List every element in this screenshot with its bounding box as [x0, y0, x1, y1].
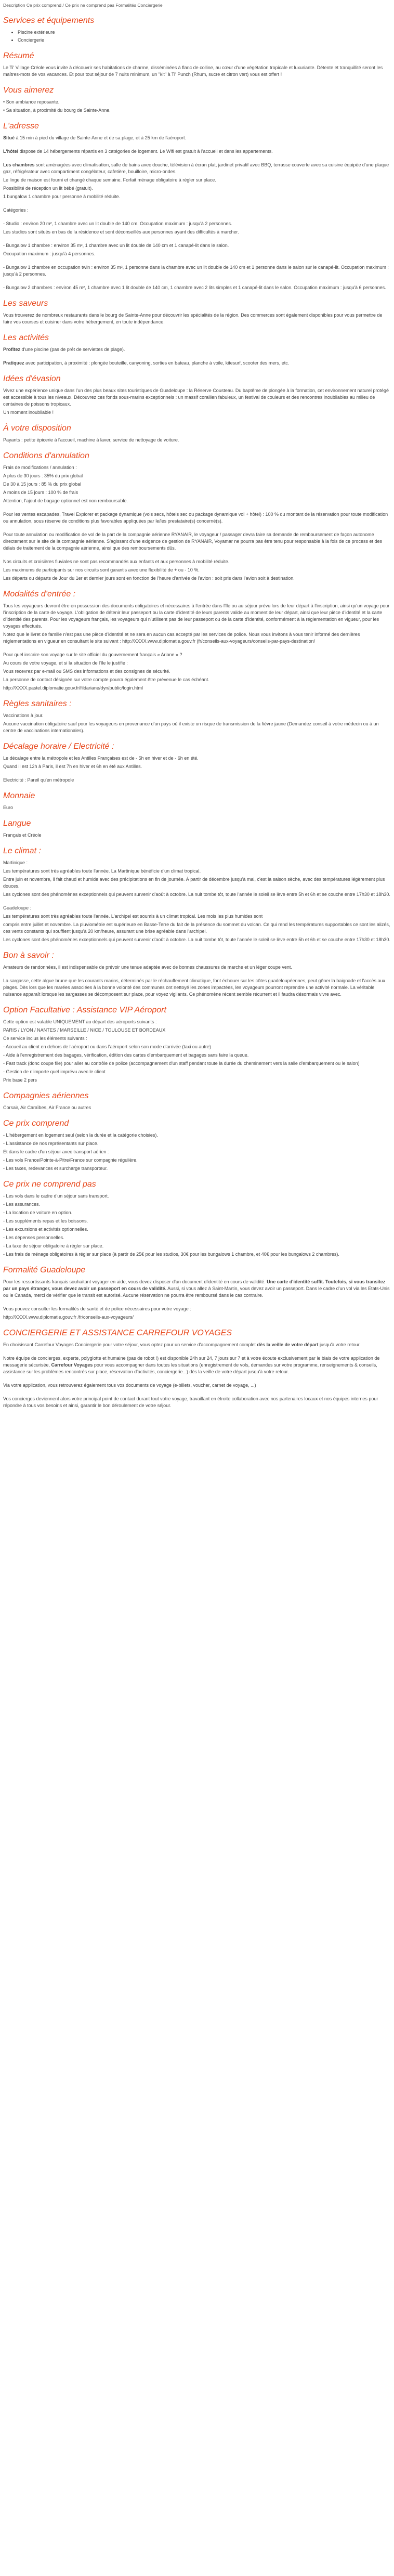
categories-title: Catégories : — [3, 207, 29, 213]
evasion-text: Vivez une expérience unique dans l'un des plus beaux sites touristiques de Guadeloupe : la Réserve Cousteau. Du baptême de plongée à la formation, cet environnement naturel protégé est accessible à tous les niveaux. Découvrez ces fonds sous-marins exceptionnels : un massif corallien fabuleux, un festival de couleurs et des rencontres inoubliables au milieu de centaines de poissons tropicaux. — [3, 388, 389, 407]
prix-ne-comprend-line: - La taxe de séjour obligatoire à régler sur place. — [3, 1243, 104, 1248]
modalites-text: La personne de contact désignée sur votre compte pourra également être prévenue le cas échéant. — [3, 677, 209, 682]
sanitaires-text: Aucune vaccination obligatoire sauf pour les voyageurs en provenance d'un pays où il existe un risque de transmission de la fièvre jaune (Demandez conseil à votre médecin ou à un centre de vaccinations internationales). — [3, 721, 379, 733]
aimerez-item: • Sa situation, à proximité du bourg de Sainte-Anne. — [3, 108, 111, 113]
category-studio-note: Les studios sont situés en bas de la résidence et sont déconseillés aux personnes ayant des difficultés à marcher. — [3, 229, 239, 235]
prix-ne-comprend-line: - Les frais de ménage obligatoires à régler sur place (à partir de 25€ pour les studios, 30€ pour les bungalows 1 chambre, et 40€ pour les bungalows 2 chambres). — [3, 1252, 339, 1257]
activites-pratiquez: Pratiquez avec participation, à proximité : plongée bouteille, canyoning, sorties en bateau, planche à voile, kitesurf, scooter des mers, etc. — [3, 360, 290, 366]
option-line: Ce service inclus les éléments suivants : — [3, 1036, 87, 1041]
prix-ne-comprend-line: - Les suppléments repas et les boissons. — [3, 1218, 88, 1224]
adresse-situe: Situé à 15 min à pied du village de Sainte-Anne et de sa plage, et à 25 km de l'aéroport. — [3, 135, 186, 140]
bon-savoir-text: Amateurs de randonnées, il est indispensable de prévoir une tenue adaptée avec de bonnes chaussures de marche et un léger coupe vent. — [3, 965, 292, 970]
adresse-lit-bebe: Possibilité de réception un lit bébé (gratuit). — [3, 186, 93, 191]
compagnies-title: Compagnies aériennes — [3, 1091, 89, 1100]
monnaie-title: Monnaie — [3, 791, 35, 800]
prix-ne-comprend-title: Ce prix ne comprend pas — [3, 1180, 96, 1189]
aimerez-item: • Son ambiance reposante. — [3, 99, 60, 105]
annulation-departs: Les départs ou départs de Jour du 1er et dernier jours sont en fonction de l'heure d'arrivée de l'avion : soit pris dans l'avion soit à destination. — [3, 576, 295, 581]
category-bungalow-1-occupation: Occupation maximum : jusqu'à 4 personnes. — [3, 251, 96, 256]
category-studio: - Studio : environ 20 m², 1 chambre avec un lit double de 140 cm. Occupation maximum : jusqu'à 2 personnes. — [3, 221, 232, 226]
bon-savoir-text: La sargasse, cette algue brune que les courants marins, déterminés par le réchauffement climatique, font échouer sur les côtes guadeloupéennes, peut gêner la baignade et l'accès aux plages. Dès lors que les marées associées à la bonne volonté des communes ont nettoyé les zones impactées, les voyageurs pourront reprendre une activité normale. La véritable nuisance apparaît lorsque les sargasses se décomposent sur place, pour voyez vigilants. Ce phénomène récent semble récurrent et il faudra désormais vivre avec. — [3, 978, 386, 997]
prix-comprend-line: - L'assistance de nos représentants sur place. — [3, 1141, 99, 1146]
conciergerie-title: CONCIERGERIE ET ASSISTANCE CARREFOUR VOYAGES — [3, 1329, 232, 1337]
climat-martinique-label: Martinique : — [3, 860, 28, 865]
adresse-title: L'adresse — [3, 122, 39, 131]
annulation-participants: Les maximums de participants sur nos circuits sont garantis avec une flexibilité de + ou - 10 %. — [3, 567, 200, 573]
modalites-link[interactable]: http://XXXX.pastel.diplomatie.gouv.fr/fildariane/dyn/public/login.html — [3, 685, 143, 691]
sanitaires-title: Règles sanitaires : — [3, 699, 72, 708]
option-line: Cette option est valable UNIQUEMENT au départ des aéroports suivants : — [3, 1019, 157, 1024]
option-line: - Accueil au client en dehors de l'aéroport ou dans l'aéroport selon son mode d'arrivée (taxi ou autre) — [3, 1044, 211, 1049]
formalite-text: Vous pouvez consulter les formalités de santé et de police nécessaires pour votre voyage : — [3, 1306, 191, 1311]
decalage-text: Le décalage entre la métropole et les Antilles Françaises est de - 5h en hiver et de - 6h en été. — [3, 756, 199, 761]
category-bungalow-1: - Bungalow 1 chambre : environ 35 m², 1 chambre avec un lit double de 140 cm et 1 canapé-lit dans le salon. — [3, 243, 229, 248]
tabs-line: Description Ce prix comprend / Ce prix ne comprend pas Formalités Conciergerie — [3, 3, 163, 8]
option-line: PARIS / LYON / NANTES / MARSEILLE / NICE / TOULOUSE ET BORDEAUX — [3, 1027, 166, 1033]
saveurs-title: Les saveurs — [3, 299, 48, 308]
modalites-text: Tous les voyageurs devront être en possession des documents obligatoires et nécessaires à l'entrée dans l'île ou au séjour prévu lors de leur départ à l'inscription, ainsi qu'un voyage pour l'inscription de la carte de voyage. L'obligation de détenir leur passeport ou la carte d'identité de leurs parents valide au moment de leur départ, ainsi que leur pièce d'identité et la carte d'identité des parents. Pour les voyageurs français, les voyageurs qui n'utilisent pas de leur passeport ou de la carte d'identité, conformément à la réglementation en vigueur, pour les voyages effectués. — [3, 603, 390, 629]
category-bungalow-2: - Bungalow 2 chambres : environ 45 m², 1 chambre avec 1 lit double de 140 cm, 1 chambre avec 2 lits simples et 1 canapé-lit dans le salon. Occupation maximum : jusqu'à 6 personnes. — [3, 285, 386, 290]
resume-text: Le Ti' Village Créole vous invite à découvrir ses habitations de charme, disséminées à flanc de colline, au cœur d'une végétation tropicale et luxuriante. Détente et tranquillité seront les maîtres-mots de vos vacances. Et pour tout séjour de 7 nuits minimum, un "kit" à Ti' Punch (Rhum, sucre et citron vert) vous est offert ! — [3, 65, 383, 77]
modalites-text: Vous recevrez par e-mail ou SMS des informations et des consignes de sécurité. — [3, 669, 170, 674]
monnaie-text: Euro — [3, 805, 14, 810]
annulation-line: Attention, l'ajout de bagage optionnel est non remboursable. — [3, 498, 128, 503]
saveurs-text: Vous trouverez de nombreux restaurants dans le bourg de Sainte-Anne pour découvrir les spécialités de la région. Des commerces sont également disponibles pour vous permettre de faire vos courses et cuisiner dans votre hébergement, en toute indépendance. — [3, 313, 383, 324]
formalite-title: Formalité Guadeloupe — [3, 1266, 86, 1274]
decalage-title: Décalage horaire / Electricité : — [3, 742, 114, 751]
annulation-circuits: Nos circuits et croisières fluviales ne sont pas recommandés aux enfants et aux personnes à mobilité réduite. — [3, 559, 230, 564]
conciergerie-text: Notre équipe de concierges, experte, polyglotte et humaine (pas de robot !) est disponible 24h sur 24, 7 jours sur 7 et à votre écoute exclusivement par le biais de votre application de messagerie sécurisée, Carrefour Voyages pour vous accompagner dans toutes les situations (enregistrement de vols, demandes sur votre programme, renseignements & conseils, assistance sur les problèmes rencontrés sur place, réservation d'activités, conciergerie...) dès la veille de votre départ jusqu'à votre retour. — [3, 1356, 380, 1374]
formalite-link[interactable]: http://XXXX.www.diplomatie.gouv.fr /fr/conseils-aux-voyageurs/ — [3, 1315, 134, 1320]
prix-ne-comprend-line: - Les excursions et activités optionnelles. — [3, 1227, 88, 1232]
option-line: - Aide à l'enregistrement des bagages, vérification, édition des cartes d'embarquement et bagages sans faire la queue. — [3, 1052, 249, 1058]
annulation-line: De 30 à 15 jours : 85 % du prix global — [3, 482, 82, 487]
annulation-line: Frais de modifications / annulation : — [3, 465, 77, 470]
conciergerie-text: Via votre application, vous retrouverez également tous vos documents de voyage (e-billets, voucher, carnet de voyage, ...) — [3, 1383, 256, 1388]
compagnies-text: Corsair, Air Caraïbes, Air France ou autres — [3, 1105, 91, 1110]
option-line: - Gestion de n'importe quel imprévu avec le client — [3, 1069, 106, 1074]
annulation-line: A moins de 15 jours : 100 % de frais — [3, 490, 78, 495]
modalites-text: Au cours de votre voyage, et si la situation de l'île le justifie : — [3, 660, 128, 666]
decalage-electricite: Electricité : Pareil qu'en métropole — [3, 777, 74, 783]
prix-comprend-line: - L'hébergement en logement seul (selon la durée et la catégorie choisies). — [3, 1133, 158, 1138]
modalites-text: Notez que le livret de famille n'est pas une pièce d'identité et ne sera en aucun cas accepté par les services de police. Nous vous invitons à vous tenir informé des dernières réglementations en vigueur en consultant le site suivant : http://XXXX.www.diplomatie.gouv.fr (fr/conseils-aux-voyageurs/conseils-par-pays-destination/ — [3, 632, 360, 644]
annulation-packages: Pour les ventes escapades, Travel Explorer et package dynamique (vols secs, hôtels sec ou package dynamique vol + hôtel) : 100 % du montant de la réservation pour toute modification ou annulation, sous réserve de conditions plus favorables appliquées par le/les prestataire(s) concerné(s). — [3, 512, 388, 524]
resume-title: Résumé — [3, 51, 34, 60]
prix-ne-comprend-line: - La location de voiture en option. — [3, 1210, 73, 1215]
adresse-chambres: Les chambres sont aménagées avec climatisation, salle de bains avec douche, télévision à écran plat, jardinet privatif avec BBQ, terrasse couverte avec sa cuisine équipée d'une plaque gaz, réfrigérateur avec compartiment congélateur, cafetière, bouilloire, micro-ondes. — [3, 162, 389, 174]
conciergerie-text: En choisissant Carrefour Voyages Conciergerie pour votre séjour, vous optez pour un service d'accompagnement complet dès la veille de votre départ jusqu'à votre retour. — [3, 1342, 361, 1347]
langue-title: Langue — [3, 819, 31, 828]
option-line: - Fast track (donc coupe file) pour aller au contrôle de police (accompagnement d'un staff pendant toute la durée du cheminement vers la salle d'embarquement ou le salon) — [3, 1061, 360, 1066]
adresse-hotel: L'hôtel dispose de 14 hébergements répartis en 3 catégories de logement. Le Wifi est gratuit à l'accueil et dans les appartements. — [3, 149, 273, 154]
formalite-text: Pour les ressortissants français souhaitant voyager en aide, vous devez disposer d'un document d'identité en cours de validité. Une carte d'identité suffit. Toutefois, si vous transitez par un pays étranger, vous devez avoir un passeport en cours de validité. Aussi, si vous allez à Saint-Martin, vous devez avoir un passeport. Dans le cadre d'un vol via les Etats-Unis ou le Canada, merci de vérifier que le transit est autorisé. Aucune réservation ne pourra être remboursé dans le cas contraire. — [3, 1279, 390, 1298]
activites-title: Les activités — [3, 333, 49, 342]
evasion-title: Idées d'évasion — [3, 374, 61, 383]
conciergerie-text: Vos concierges deviennent alors votre principal point de contact durant tout votre voyage, travaillant en étroite collaboration avec nos partenaires locaux et nos équipes internes pour répondre à tous vos besoins et ainsi, garantir le bon déroulement de votre séjour. — [3, 1396, 378, 1408]
prix-comprend-title: Ce prix comprend — [3, 1119, 69, 1128]
services-title: Services et équipements — [3, 16, 95, 25]
bon-savoir-title: Bon à savoir : — [3, 951, 54, 960]
modalites-text: Pour quel inscrire son voyage sur le site officiel du gouvernement français « Ariane » ? — [3, 652, 182, 657]
climat-text: Entre juin et novembre, il fait chaud et humide avec des précipitations en fin de journée. À partir de décembre jusqu'à mai, c'est la saison sèche, avec des températures légèrement plus douces. — [3, 877, 385, 889]
climat-text: compris entre juillet et novembre. La pluviométrie est supérieure en Basse-Terre du fait de la présence du sommet du volcan. Ce qui rend les températures supportables ce sont les alizés, ces vents constants qui soufflent jusqu'à 20 km/heure, assurant une brise agréable dans l'archipel. — [3, 922, 390, 934]
prix-comprend-line: - Les taxes, redevances et surcharge transporteur. — [3, 1166, 108, 1171]
prix-ne-comprend-line: - Les assurances. — [3, 1202, 41, 1207]
evasion-last: Un moment inoubliable ! — [3, 410, 54, 415]
activites-profitez: Profitez d'une piscine (pas de prêt de serviettes de plage). — [3, 347, 125, 352]
climat-title: Le climat : — [3, 847, 41, 855]
service-item: • Conciergerie — [18, 37, 391, 44]
prix-ne-comprend-line: - Les vols dans le cadre d'un séjour sans transport. — [3, 1193, 109, 1199]
category-bungalow-1-twin: - Bungalow 1 chambre en occupation twin : environ 35 m², 1 personne dans la chambre avec un lit double de 140 cm et 1 personne dans le salon sur le canapé-lit. Occupation maximum : jusqu'à 2 personnes. — [3, 265, 389, 277]
langue-text: Français et Créole — [3, 832, 42, 838]
prix-comprend-line: Et dans le cadre d'un séjour avec transport aérien : — [3, 1149, 109, 1154]
climat-text: Les températures sont très agréables toute l'année. L'archipel est soumis à un climat tropical. Les mois les plus humides sont — [3, 914, 263, 919]
aimerez-title: Vous aimerez — [3, 86, 54, 95]
climat-text: Les cyclones sont des phénomènes exceptionnels qui peuvent survenir d'août à octobre. La nuit tombe tôt, toute l'année le soleil se lève entre 5h et 6h et se couche entre 17h30 et 18h30. — [3, 892, 390, 897]
prix-comprend-line: - Les vols France/Pointe-à-Pitre/France sur compagnie régulière. — [3, 1157, 138, 1163]
annulation-line: A plus de 30 jours : 35% du prix global — [3, 473, 83, 478]
annulation-title: Conditions d'annulation — [3, 451, 89, 460]
disposition-title: À votre disposition — [3, 424, 71, 433]
adresse-linge: Le linge de maison est fourni et changé chaque semaine. Forfait ménage obligatoire à régler sur place. — [3, 177, 216, 183]
adresse-bungalow-pmr: 1 bungalow 1 chambre pour personne à mobilité réduite. — [3, 194, 121, 199]
annulation-ryanair: Pour toute annulation ou modification de vol de la part de la compagnie aérienne RYANAIR, le voyageur / passager devra faire sa demande de remboursement de façon autonome directement sur le site de la compagnie aérienne. S'agissant d'une exigence de gestion de RYANAIR, Voyamar ne pourra pas être tenu pour responsable à la fois de ce process et des délais de traitement de la compagnie aérienne, ainsi que des remboursements dûs. — [3, 532, 383, 551]
disposition-text: Payants : petite épicerie à l'accueil, machine à laver, service de nettoyage de voiture. — [3, 437, 179, 443]
service-item: • Piscine extérieure — [18, 29, 391, 36]
modalites-title: Modalités d'entrée : — [3, 590, 76, 599]
option-line: Prix base 2 pers — [3, 1077, 37, 1083]
services-list — [3, 29, 391, 44]
climat-text: Les températures sont très agréables toute l'année. La Martinique bénéficie d'un climat tropical. — [3, 868, 201, 874]
prix-ne-comprend-line: - Les dépenses personnelles. — [3, 1235, 64, 1240]
option-title: Option Facultative : Assistance VIP Aéroport — [3, 1006, 166, 1014]
sanitaires-text: Vaccinations à jour. — [3, 713, 44, 718]
decalage-text: Quand il est 12h à Paris, il est 7h en hiver et 6h en été aux Antilles. — [3, 764, 142, 769]
climat-guadeloupe-label: Guadeloupe : — [3, 905, 32, 910]
climat-text: Les cyclones sont des phénomènes exceptionnels qui peuvent survenir d'août à octobre. La nuit tombe tôt, toute l'année le soleil se lève entre 5h et 6h et se couche entre 17h30 et 18h30. — [3, 937, 390, 942]
